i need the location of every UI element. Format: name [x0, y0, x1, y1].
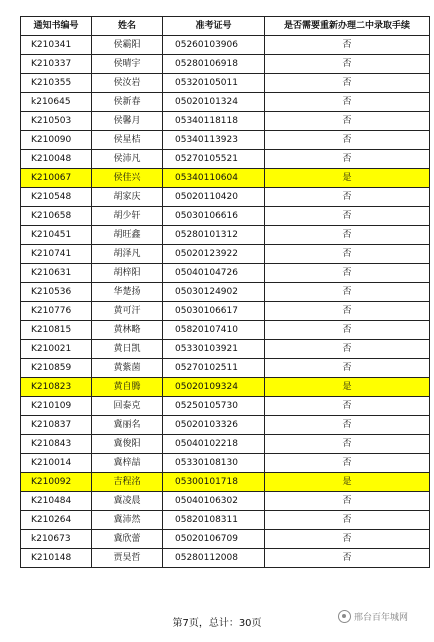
- cell-exam-number: 05250105730: [163, 397, 265, 416]
- cell-notice-number: K210658: [21, 207, 92, 226]
- cell-notice-number: K210815: [21, 321, 92, 340]
- cell-notice-number: K210092: [21, 473, 92, 492]
- cell-name: 黄紫菌: [92, 359, 163, 378]
- cell-notice-number: K210451: [21, 226, 92, 245]
- cell-notice-number: K210484: [21, 492, 92, 511]
- cell-name: 吉程洺: [92, 473, 163, 492]
- cell-exam-number: 05330108130: [163, 454, 265, 473]
- cell-exam-number: 05270102511: [163, 359, 265, 378]
- cell-name: 侯星桔: [92, 131, 163, 150]
- cell-name: 胡泽凡: [92, 245, 163, 264]
- table-row: [21, 302, 430, 321]
- table-row: [21, 264, 430, 283]
- table-row: [21, 492, 430, 511]
- cell-name: 胡旺鑫: [92, 226, 163, 245]
- header-name: 姓名: [92, 17, 163, 36]
- table-row: [21, 169, 430, 188]
- cell-exam-number: 05820108311: [163, 511, 265, 530]
- cell-need-reprocess: 否: [265, 55, 430, 74]
- wechat-icon: [338, 610, 351, 623]
- cell-notice-number: K210264: [21, 511, 92, 530]
- table-row: [21, 226, 430, 245]
- cell-name: 侯霸阳: [92, 36, 163, 55]
- cell-exam-number: 05280101312: [163, 226, 265, 245]
- cell-exam-number: 05020103326: [163, 416, 265, 435]
- cell-name: 侯佳兴: [92, 169, 163, 188]
- table-row: [21, 359, 430, 378]
- cell-name: 侯馨月: [92, 112, 163, 131]
- cell-notice-number: k210673: [21, 530, 92, 549]
- cell-notice-number: K210337: [21, 55, 92, 74]
- table-row: [21, 207, 430, 226]
- cell-exam-number: 05260103906: [163, 36, 265, 55]
- cell-need-reprocess: 否: [265, 93, 430, 112]
- cell-exam-number: 05040104726: [163, 264, 265, 283]
- table-row: [21, 36, 430, 55]
- cell-name: 冀欣蕾: [92, 530, 163, 549]
- cell-name: 黄日凯: [92, 340, 163, 359]
- cell-name: 回泰克: [92, 397, 163, 416]
- table-row: [21, 473, 430, 492]
- cell-notice-number: K210536: [21, 283, 92, 302]
- cell-notice-number: K210503: [21, 112, 92, 131]
- cell-notice-number: K210355: [21, 74, 92, 93]
- cell-name: 侯汝岩: [92, 74, 163, 93]
- cell-exam-number: 05340118118: [163, 112, 265, 131]
- cell-need-reprocess: 否: [265, 435, 430, 454]
- cell-notice-number: K210859: [21, 359, 92, 378]
- header-notice-number: 通知书编号: [21, 17, 92, 36]
- cell-exam-number: 05030124902: [163, 283, 265, 302]
- cell-exam-number: 05040106302: [163, 492, 265, 511]
- cell-name: 冀丽名: [92, 416, 163, 435]
- cell-exam-number: 05020106709: [163, 530, 265, 549]
- table-row: [21, 112, 430, 131]
- cell-name: 贾昊哲: [92, 549, 163, 568]
- cell-exam-number: 05340110604: [163, 169, 265, 188]
- cell-name: 冀俊阳: [92, 435, 163, 454]
- table-row: [21, 416, 430, 435]
- table-row: [21, 378, 430, 397]
- table-row: [21, 74, 430, 93]
- cell-need-reprocess: 否: [265, 36, 430, 55]
- cell-notice-number: k210645: [21, 93, 92, 112]
- cell-need-reprocess: 否: [265, 264, 430, 283]
- cell-exam-number: 05330103921: [163, 340, 265, 359]
- cell-need-reprocess: 否: [265, 207, 430, 226]
- cell-exam-number: 05270105521: [163, 150, 265, 169]
- cell-need-reprocess: 否: [265, 283, 430, 302]
- cell-need-reprocess: 否: [265, 226, 430, 245]
- cell-notice-number: K210776: [21, 302, 92, 321]
- page-indicator: 第7页，总计：30页: [172, 618, 262, 629]
- table-row: [21, 188, 430, 207]
- cell-exam-number: 05040102218: [163, 435, 265, 454]
- cell-notice-number: K210048: [21, 150, 92, 169]
- cell-exam-number: 05020101324: [163, 93, 265, 112]
- cell-need-reprocess: 否: [265, 112, 430, 131]
- table-row: [21, 283, 430, 302]
- table-header-row: [21, 17, 430, 36]
- cell-exam-number: 05280106918: [163, 55, 265, 74]
- cell-name: 胡少轩: [92, 207, 163, 226]
- cell-exam-number: 05030106617: [163, 302, 265, 321]
- cell-exam-number: 05020109324: [163, 378, 265, 397]
- table-row: [21, 131, 430, 150]
- cell-notice-number: K210823: [21, 378, 92, 397]
- cell-need-reprocess: 否: [265, 74, 430, 93]
- cell-need-reprocess: 否: [265, 511, 430, 530]
- cell-exam-number: 05820107410: [163, 321, 265, 340]
- table-row: [21, 511, 430, 530]
- cell-name: 冀梓喆: [92, 454, 163, 473]
- cell-notice-number: K210014: [21, 454, 92, 473]
- cell-exam-number: 05300101718: [163, 473, 265, 492]
- cell-name: 冀凌晨: [92, 492, 163, 511]
- cell-exam-number: 05020123922: [163, 245, 265, 264]
- table-row: [21, 150, 430, 169]
- cell-need-reprocess: 是: [265, 473, 430, 492]
- cell-exam-number: 05280112008: [163, 549, 265, 568]
- cell-notice-number: K210548: [21, 188, 92, 207]
- cell-need-reprocess: 是: [265, 378, 430, 397]
- table-row: [21, 454, 430, 473]
- cell-notice-number: K210341: [21, 36, 92, 55]
- header-exam-number: 准考证号: [163, 17, 265, 36]
- cell-name: 侯沛凡: [92, 150, 163, 169]
- cell-need-reprocess: 否: [265, 245, 430, 264]
- cell-notice-number: K210843: [21, 435, 92, 454]
- cell-notice-number: K210631: [21, 264, 92, 283]
- table-body: [21, 36, 430, 568]
- table-row: [21, 530, 430, 549]
- cell-name: 冀沛然: [92, 511, 163, 530]
- cell-need-reprocess: 否: [265, 492, 430, 511]
- cell-name: 华楚扬: [92, 283, 163, 302]
- cell-need-reprocess: 否: [265, 340, 430, 359]
- cell-name: 胡梓阳: [92, 264, 163, 283]
- cell-need-reprocess: 否: [265, 416, 430, 435]
- cell-exam-number: 05340113923: [163, 131, 265, 150]
- table-row: [21, 321, 430, 340]
- cell-name: 胡家庆: [92, 188, 163, 207]
- watermark-text: 邢台百年城网: [354, 613, 409, 623]
- cell-exam-number: 05030106616: [163, 207, 265, 226]
- cell-notice-number: K210067: [21, 169, 92, 188]
- header-need-reprocess: 是否需要重新办理二中录取手续: [265, 17, 430, 36]
- cell-name: 黄自腾: [92, 378, 163, 397]
- cell-need-reprocess: 否: [265, 359, 430, 378]
- cell-need-reprocess: 否: [265, 302, 430, 321]
- cell-name: 侯新春: [92, 93, 163, 112]
- table-row: [21, 93, 430, 112]
- cell-need-reprocess: 是: [265, 169, 430, 188]
- cell-need-reprocess: 否: [265, 188, 430, 207]
- cell-name: 侯晴宇: [92, 55, 163, 74]
- cell-need-reprocess: 否: [265, 397, 430, 416]
- table-row: [21, 340, 430, 359]
- cell-need-reprocess: 否: [265, 150, 430, 169]
- table-row: [21, 397, 430, 416]
- cell-need-reprocess: 否: [265, 549, 430, 568]
- watermark: [338, 610, 408, 623]
- cell-notice-number: K210148: [21, 549, 92, 568]
- cell-need-reprocess: 否: [265, 530, 430, 549]
- cell-notice-number: K210021: [21, 340, 92, 359]
- cell-notice-number: K210837: [21, 416, 92, 435]
- cell-need-reprocess: 否: [265, 321, 430, 340]
- admission-table: [20, 16, 430, 568]
- table-row: [21, 435, 430, 454]
- table-row: [21, 549, 430, 568]
- cell-notice-number: K210741: [21, 245, 92, 264]
- cell-notice-number: K210109: [21, 397, 92, 416]
- table-row: [21, 245, 430, 264]
- cell-need-reprocess: 否: [265, 131, 430, 150]
- cell-notice-number: K210090: [21, 131, 92, 150]
- table-row: [21, 55, 430, 74]
- cell-name: 黄林略: [92, 321, 163, 340]
- cell-exam-number: 05020110420: [163, 188, 265, 207]
- cell-need-reprocess: 否: [265, 454, 430, 473]
- cell-name: 黄可汗: [92, 302, 163, 321]
- cell-exam-number: 05320105011: [163, 74, 265, 93]
